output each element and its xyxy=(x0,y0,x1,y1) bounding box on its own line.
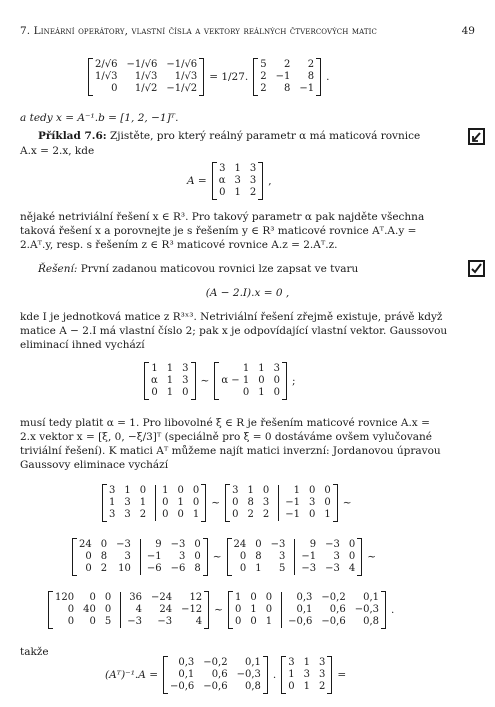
matrix-cell: 1/√3 xyxy=(134,71,158,82)
matrix-cell: 3 xyxy=(273,363,280,374)
matrix-cell: 0 xyxy=(242,387,250,398)
matrix-cell: 0 xyxy=(194,551,201,562)
solution-line-1 xyxy=(38,263,358,276)
solution-text-7: triviální řešení). K matici Aᵀ můžeme najít matici inverzní: Jordanovou úpravou xyxy=(20,445,441,457)
page-header xyxy=(20,25,475,37)
matrix-cell: 0 xyxy=(111,83,118,94)
inverse-transpose-matrix xyxy=(163,656,268,694)
matrix-cell: −0,3 xyxy=(236,669,261,680)
matrix-cell: 1 xyxy=(192,509,200,520)
matrix-cell: 0 xyxy=(234,616,242,627)
matrix-cell: 4 xyxy=(120,604,142,616)
matrix-cell: 0 xyxy=(348,539,356,550)
matrix-cell: 0 xyxy=(89,616,96,627)
matrix-cell: −0,3 xyxy=(354,604,379,615)
matrix-cell: 8 xyxy=(284,83,291,94)
matrix-cell: 3 xyxy=(318,657,326,668)
matrix-cell: −3 xyxy=(157,616,173,627)
matrix-cell: 1 xyxy=(234,163,241,174)
tilde: ∼ xyxy=(214,603,223,616)
matrix-cell: 1 xyxy=(258,387,265,398)
tilde: ∼ xyxy=(367,550,377,563)
matrix-cell: −0,2 xyxy=(203,657,228,668)
matrix-cell: 2 xyxy=(318,681,326,692)
tilde: ∼ xyxy=(200,374,210,387)
matrix-cell: 0 xyxy=(100,539,108,550)
dot: . xyxy=(272,668,277,681)
matrix-cell: 0 xyxy=(155,497,168,509)
matrix-cell: 2 xyxy=(247,509,254,520)
tilde: ∼ xyxy=(212,550,222,563)
matrix-cell: 4 xyxy=(195,616,203,627)
matrix-cell: 2 xyxy=(260,71,267,82)
semicolon: ; xyxy=(291,374,296,387)
matrix-cell: 1/√3 xyxy=(95,71,118,82)
matrix-cell: 3 xyxy=(178,551,186,562)
matrix-cell: 3 xyxy=(333,551,340,562)
matrix-cell: −12 xyxy=(181,604,203,615)
solution-text-3: matice A − 2.I má vlastní číslo 2; pak x je odpovídající vlastní vektor. Gaussovou xyxy=(20,325,448,337)
matrix-cell: −3 xyxy=(170,539,186,550)
matrix-a xyxy=(212,162,264,200)
example-line-1 xyxy=(38,130,420,143)
matrix-cell: 1 xyxy=(234,592,242,603)
matrix-cell: 3 xyxy=(318,669,326,680)
solution-text-5: musí tedy platit α = 1. Pro libovolné ξ ∈ R je řešením maticové rovnice A.x = xyxy=(20,417,430,429)
matrix-cell: 3 xyxy=(109,485,116,496)
matrix-cell: 3 xyxy=(288,657,295,668)
matrix-cell: 1 xyxy=(155,485,168,497)
matrix-cell: 2/√6 xyxy=(95,59,118,70)
tilde: ∼ xyxy=(342,496,352,509)
matrix-cell: 1 xyxy=(303,681,310,692)
matrix-cell: 120 xyxy=(55,592,75,603)
matrix-a-definition xyxy=(182,162,277,200)
matrix-cell: 1 xyxy=(255,563,262,574)
matrix-cell: 0 xyxy=(85,551,92,562)
gauss1-right-matrix xyxy=(214,362,287,400)
matrix-cell: −3 xyxy=(270,539,286,550)
orthogonal-matrix xyxy=(88,58,204,96)
final-label: (Aᵀ)⁻¹.A = xyxy=(105,668,158,681)
matrix-cell: 3 xyxy=(308,497,316,508)
matrix-cell: 0 xyxy=(265,604,273,615)
matrix-cell: 2 xyxy=(284,59,291,70)
matrix-cell: 0,1 xyxy=(178,669,195,680)
matrix-cell: 5 xyxy=(260,59,267,70)
solution-text-6: 2.x vektor x = [ξ, 0, −ξ/3]ᵀ (speciálně pro ξ = 0 dostáváme ovšem vylučované xyxy=(20,431,433,443)
matrix-cell: −1 xyxy=(275,71,291,82)
matrix-cell: 3 xyxy=(232,485,239,496)
tilde: ∼ xyxy=(211,496,221,509)
matrix-cell: 1 xyxy=(139,497,147,508)
matrix-cell: 1 xyxy=(242,363,250,374)
takze-text: takže xyxy=(20,646,49,658)
jordan2-right-matrix xyxy=(227,538,363,576)
matrix-cell: 0 xyxy=(273,375,280,386)
matrix-cell: 3 xyxy=(303,669,310,680)
matrix-cell: 1 xyxy=(324,509,331,520)
matrix-cell: 0 xyxy=(182,387,189,398)
matrix-cell: 0 xyxy=(250,592,257,603)
matrix-cell: 2 xyxy=(100,563,108,574)
matrix-cell: 24 xyxy=(159,604,173,615)
example-text-4: taková řešení x a porovnejte je s řešením y ∈ R³ maticové rovnice Aᵀ.A.y = xyxy=(20,225,417,237)
matrix-cell: 0 xyxy=(177,485,184,496)
matrix-cell: −1/√6 xyxy=(126,59,158,70)
matrix-cell: 0 xyxy=(177,509,184,520)
matrix-cell: 1 xyxy=(265,616,273,627)
matrix-cell: −1 xyxy=(278,509,300,521)
matrix-cell: 12 xyxy=(189,592,203,603)
matrix-cell: 3 xyxy=(109,509,116,520)
matrix-cell: 0,1 xyxy=(281,604,312,616)
checkmark-checkbox-icon xyxy=(468,260,485,277)
matrix-cell: 8 xyxy=(194,563,201,574)
solution-text-1: První zadanou maticovou rovnici lze zapsat ve tvaru xyxy=(80,263,359,275)
matrix-cell: 1/√3 xyxy=(174,71,198,82)
solution-text-8: Gaussovy eliminace vychází xyxy=(20,459,169,471)
matrix-cell: 0 xyxy=(273,387,280,398)
matrix-cell: 0 xyxy=(324,497,331,508)
jordan3-left-matrix xyxy=(48,591,209,629)
matrix-cell: 0 xyxy=(232,509,239,520)
example-text-3: nějaké netriviální řešení x ∈ R³. Pro takový parametr α pak najděte všechna xyxy=(20,211,425,223)
matrix-cell: −3 xyxy=(325,563,340,574)
period: . xyxy=(326,70,330,83)
matrix-cell: 1 xyxy=(109,497,116,508)
matrix-a-label: A = xyxy=(187,174,207,187)
matrix-cell: 0 xyxy=(308,485,316,496)
matrix-cell: 0 xyxy=(234,604,242,615)
final-a-matrix xyxy=(281,656,332,694)
solution-text-4: eliminací ihned vychází xyxy=(20,339,145,351)
matrix-cell: 3 xyxy=(124,497,131,508)
matrix-cell: −0,6 xyxy=(281,616,312,628)
comma: , xyxy=(268,174,272,187)
example-label: Příklad 7.6: xyxy=(38,130,107,142)
matrix-cell: 0 xyxy=(232,497,239,508)
matrix-cell: −0,6 xyxy=(170,681,195,692)
example-text-1: Zjistěte, pro který reálný parametr α má maticová rovnice xyxy=(109,130,421,142)
matrix-cell: 0 xyxy=(67,604,75,615)
matrix-cell: −1 xyxy=(278,497,300,509)
matrix-cell: 0 xyxy=(139,485,147,496)
matrix-cell: −6 xyxy=(140,563,162,575)
matrix-cell: 0 xyxy=(255,539,262,550)
solution-line: a tedy x = A⁻¹.b = [1, 2, −1]ᵀ. xyxy=(20,112,179,124)
matrix-cell: −3 xyxy=(294,563,316,575)
matrix-cell: 0 xyxy=(155,509,168,521)
matrix-cell: 3 xyxy=(124,509,131,520)
example-text-2: A.x = 2.x, kde xyxy=(20,145,95,157)
matrix-cell: 3 xyxy=(262,497,270,508)
equation-a-minus-2i: (A − 2.I).x = 0 , xyxy=(205,287,290,299)
matrix-cell: 3 xyxy=(219,163,226,174)
matrix-cell: 3 xyxy=(182,375,189,386)
gauss-elimination-1 xyxy=(144,362,300,400)
matrix-cell: −24 xyxy=(150,592,173,603)
matrix-cell: 0,6 xyxy=(211,669,228,680)
jordan3-right-matrix xyxy=(228,591,386,629)
matrix-cell: −1/√2 xyxy=(166,83,198,94)
matrix-cell: 9 xyxy=(140,539,162,551)
jordan-step-2 xyxy=(72,538,381,576)
matrix-cell: 24 xyxy=(79,539,92,550)
matrix-cell: 0 xyxy=(219,187,226,198)
matrix-cell: 24 xyxy=(233,539,247,550)
matrix-cell: −1 xyxy=(140,551,162,563)
jordan-step-3 xyxy=(48,591,399,629)
matrix-cell: 9 xyxy=(294,539,316,551)
matrix-cell: 5 xyxy=(279,563,286,574)
matrix-cell: 3 xyxy=(234,175,241,186)
matrix-cell: 3 xyxy=(249,163,257,174)
equals: = xyxy=(337,668,347,681)
matrix-cell: α xyxy=(151,375,158,386)
matrix-cell: 0 xyxy=(250,616,257,627)
matrix-cell: 1 xyxy=(124,485,131,496)
matrix-cell: 10 xyxy=(118,563,131,574)
solution-label: Řešení: xyxy=(38,263,78,275)
matrix-cell: 3 xyxy=(182,363,189,374)
matrix-cell: 0 xyxy=(192,497,200,508)
matrix-cell: 0 xyxy=(239,551,247,562)
matrix-cell: 2 xyxy=(307,59,315,70)
matrix-cell: 8 xyxy=(247,497,254,508)
matrix-cell: 2 xyxy=(260,83,267,94)
jordan2-left-matrix xyxy=(72,538,208,576)
matrix-cell: −0,2 xyxy=(321,592,346,603)
matrix-cell: −1 xyxy=(299,83,315,94)
matrix-cell: 8 xyxy=(307,71,315,82)
matrix-cell: 1 xyxy=(258,363,265,374)
matrix-cell: 2 xyxy=(139,509,147,520)
matrix-cell: 1 xyxy=(151,363,158,374)
matrix-cell: 1 xyxy=(166,387,174,398)
matrix-cell: 1 xyxy=(177,497,184,508)
matrix-cell: −1 xyxy=(294,551,316,563)
jordan1-left-matrix xyxy=(102,484,206,522)
final-equation xyxy=(100,656,351,694)
result-matrix xyxy=(253,58,321,96)
matrix-cell: −3 xyxy=(120,616,142,628)
matrix-cell: 0 xyxy=(89,592,96,603)
matrix-cell: 1 xyxy=(234,187,241,198)
matrix-cell: 0,3 xyxy=(281,592,312,604)
matrix-cell: 3 xyxy=(279,551,286,562)
matrix-cell: 5 xyxy=(104,616,112,627)
matrix-cell: 0 xyxy=(262,485,270,496)
matrix-cell: 2 xyxy=(262,509,270,520)
top-equation xyxy=(88,58,334,96)
matrix-cell: 1 xyxy=(166,363,174,374)
matrix-cell: 1 xyxy=(288,669,295,680)
matrix-cell: 2 xyxy=(249,187,257,198)
matrix-cell: 0 xyxy=(308,509,316,520)
matrix-cell: −0,6 xyxy=(203,681,228,692)
matrix-cell: 36 xyxy=(120,592,142,604)
matrix-cell: 8 xyxy=(255,551,262,562)
matrix-cell: 3 xyxy=(124,551,131,562)
matrix-cell: 0 xyxy=(194,539,201,550)
matrix-cell: 0 xyxy=(239,563,247,574)
example-text-5: 2.Aᵀ.y, resp. s řešením z ∈ R³ maticové rovnice A.z = 2.Aᵀ.z. xyxy=(20,239,338,251)
matrix-cell: 0 xyxy=(67,616,75,627)
period: . xyxy=(391,603,395,616)
matrix-cell: 1 xyxy=(247,485,254,496)
matrix-cell: 0 xyxy=(192,485,200,496)
matrix-cell: 1 xyxy=(166,375,174,386)
matrix-cell: 1/√2 xyxy=(134,83,158,94)
matrix-cell: −6 xyxy=(170,563,186,574)
solution-text-2: kde I je jednotková matice z R³ˣ³. Netriviální řešení zřejmě existuje, právě když xyxy=(20,311,443,323)
matrix-cell: 0,8 xyxy=(244,681,261,692)
jordan1-right-matrix xyxy=(225,484,338,522)
pencil-checkbox-icon xyxy=(468,128,485,145)
matrix-cell: −1/√6 xyxy=(166,59,198,70)
matrix-cell: 0,1 xyxy=(244,657,261,668)
header-title: 7. Lineární operátory, vlastní čísla a vektory reálných čtvercových matic xyxy=(20,25,377,37)
matrix-cell: −3 xyxy=(116,539,131,550)
matrix-cell: 4 xyxy=(348,563,356,574)
matrix-cell: 1 xyxy=(303,657,310,668)
matrix-cell: 0 xyxy=(104,592,112,603)
matrix-cell: 8 xyxy=(100,551,108,562)
matrix-cell: 0,6 xyxy=(329,604,346,615)
matrix-cell: 0,3 xyxy=(178,657,195,668)
matrix-cell: 1 xyxy=(250,604,257,615)
matrix-cell: α − 1 xyxy=(221,375,250,386)
matrix-cell: 0 xyxy=(348,551,356,562)
matrix-cell: −3 xyxy=(325,539,340,550)
matrix-cell: 0 xyxy=(288,681,295,692)
matrix-cell: 0,1 xyxy=(363,592,379,603)
matrix-cell: 0 xyxy=(265,592,273,603)
gauss1-left-matrix xyxy=(144,362,196,400)
matrix-cell: 0 xyxy=(258,375,265,386)
matrix-cell: α xyxy=(218,175,226,186)
matrix-cell: 0 xyxy=(85,563,92,574)
matrix-cell: 0,8 xyxy=(363,616,379,627)
jordan-step-1 xyxy=(102,484,357,522)
matrix-cell: 3 xyxy=(249,175,257,186)
matrix-cell: 0 xyxy=(324,485,331,496)
equals-fraction: = 1/27. xyxy=(209,70,249,83)
matrix-cell: 0 xyxy=(104,604,112,615)
matrix-cell: 1 xyxy=(278,485,300,497)
matrix-cell: 0 xyxy=(151,387,158,398)
page-number: 49 xyxy=(461,25,475,37)
matrix-cell: 40 xyxy=(83,604,96,615)
matrix-cell: −0,6 xyxy=(321,616,346,627)
